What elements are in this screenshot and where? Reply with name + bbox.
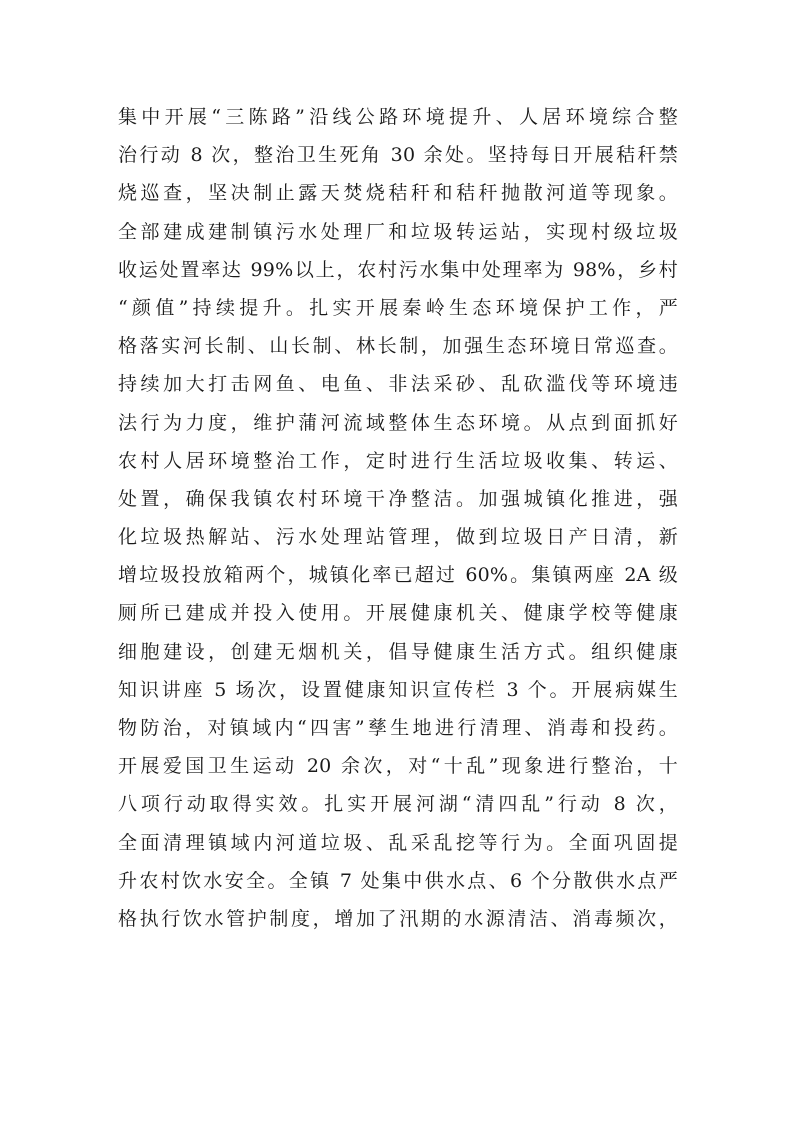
- text-line: 知识讲座 5 场次，设置健康知识宣传栏 3 个。开展病媒生: [118, 678, 678, 701]
- text-line: 全面清理镇域内河道垃圾、乱采乱挖等行为。全面巩固提: [118, 831, 678, 854]
- text-line: 持续加大打击网鱼、电鱼、非法采砂、乱砍滥伐等环境违: [118, 373, 678, 396]
- body-text: [118, 98, 678, 938]
- text-line: 收运处置率达 99%以上，农村污水集中处理率为 98%，乡村: [118, 258, 678, 281]
- text-line: 化垃圾热解站、污水处理站管理，做到垃圾日产日清，新: [118, 526, 678, 549]
- text-line: 升农村饮水安全。全镇 7 处集中供水点、6 个分散供水点严: [118, 869, 678, 892]
- text-line: 格落实河长制、山长制、林长制，加强生态环境日常巡查。: [118, 335, 678, 358]
- text-line: 烧巡查，坚决制止露天焚烧秸秆和秸秆抛散河道等现象。: [118, 182, 678, 205]
- text-line: 集中开展“三陈路”沿线公路环境提升、人居环境综合整: [118, 106, 678, 128]
- text-line: 开展爱国卫生运动 20 余次，对“十乱”现象进行整治，十: [118, 755, 678, 778]
- text-line: 厕所已建成并投入使用。开展健康机关、健康学校等健康: [118, 602, 678, 625]
- text-line: “颜值”持续提升。扎实开展秦岭生态环境保护工作，严: [118, 296, 678, 319]
- text-line: 八项行动取得实效。扎实开展河湖“清四乱”行动 8 次，: [118, 793, 678, 816]
- text-line: 增垃圾投放箱两个，城镇化率已超过 60%。集镇两座 2A 级: [118, 564, 678, 587]
- text-line: 格执行饮水管护制度，增加了汛期的水源清洁、消毒频次，: [118, 907, 678, 930]
- text-line: 细胞建设，创建无烟机关，倡导健康生活方式。组织健康: [118, 640, 678, 663]
- text-line: 农村人居环境整治工作，定时进行生活垃圾收集、转运、: [118, 449, 678, 472]
- text-line: 法行为力度，维护蒲河流域整体生态环境。从点到面抓好: [118, 411, 678, 434]
- text-line: 治行动 8 次，整治卫生死角 30 余处。坚持每日开展秸秆禁: [118, 144, 678, 167]
- text-line: 物防治，对镇域内“四害”孳生地进行清理、消毒和投药。: [118, 717, 678, 739]
- text-line: 处置，确保我镇农村环境干净整洁。加强城镇化推进，强: [118, 487, 678, 510]
- text-line: 全部建成建制镇污水处理厂和垃圾转运站，实现村级垃圾: [118, 220, 678, 243]
